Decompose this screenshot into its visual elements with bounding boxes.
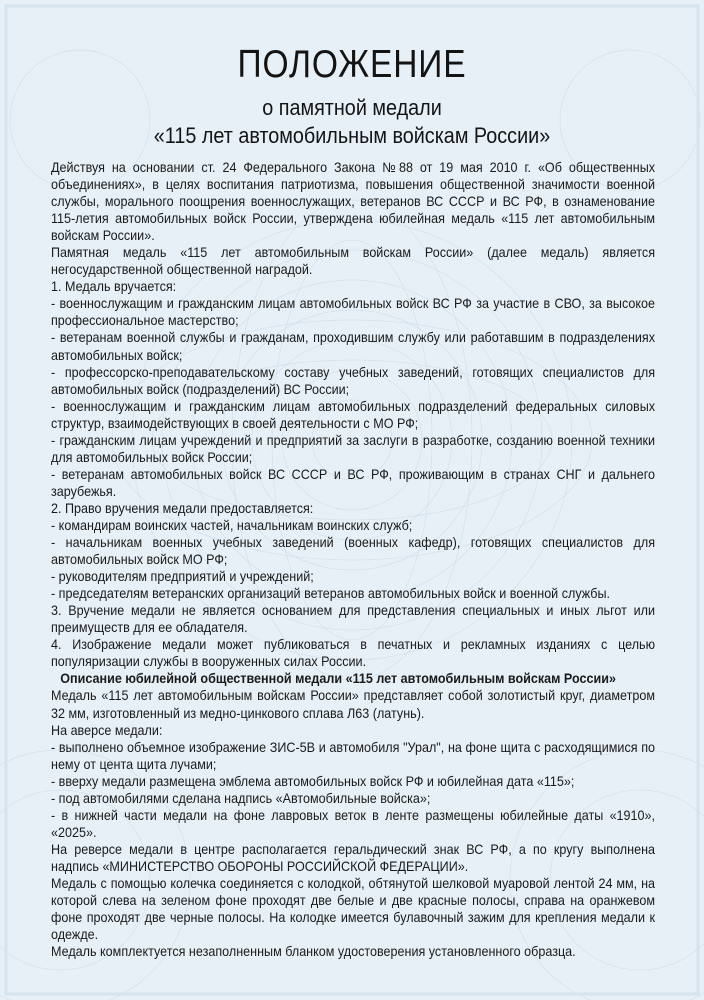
paragraph: - председателям ветеранских организаций ветеранов автомобильных войск и военной службы. — [51, 586, 611, 602]
page-title: ПОЛОЖЕНИЕ — [237, 43, 467, 86]
description-paragraph: На аверсе медали: — [51, 722, 163, 738]
paragraph: 1. Медаль вручается: — [51, 279, 177, 295]
paragraph: - ветеранам автомобильных войск ВС СССР и ВС РФ, проживающим в странах СНГ и дальнего зарубежья. — [51, 466, 656, 499]
paragraph: 3. Вручение медали не является основанием для представления специальных и иных льгот или преимуществ для ее обладателя. — [51, 603, 656, 636]
paragraph: Памятная медаль «115 лет автомобильным войскам России» (далее медаль) является негосударственной общественной наградой. — [51, 245, 656, 278]
paragraph: - руководителям предприятий и учреждений; — [51, 569, 314, 585]
paragraph: 2. Право вручения медали предоставляется: — [51, 500, 314, 516]
paragraph: - гражданским лицам учреждений и предприятий за заслуги в разработке, созданию военной техники для автомобильных войск России; — [51, 432, 656, 465]
paragraph: - ветеранам военной службы и гражданам, проходившим службу или работавшим в подразделениях автомобильных войск; — [51, 330, 656, 363]
description-paragraph: - в нижней части медали на фоне лавровых веток в ленте размещены юбилейные даты «1910», «2025». — [51, 807, 656, 840]
description-paragraph: Медаль комплектуется незаполненным бланком удостоверения установленного образца. — [51, 944, 576, 960]
paragraph: 4. Изображение медали может публиковаться в печатных и рекламных изданиях с целью популяризации службы в вооруженных силах России. — [51, 637, 656, 670]
description-paragraph: - выполнено объемное изображение ЗИС-5В и автомобиля "Урал", на фоне щита с расходящимися по нему от цента щита лучами; — [51, 739, 656, 772]
subtitle-line-2: «115 лет автомобильным войскам России» — [153, 123, 551, 148]
description-paragraph: - вверху медали размещена эмблема автомобильных войск РФ и юбилейная дата «115»; — [51, 773, 575, 789]
subtitle-line-1: о памятной медали — [262, 95, 442, 120]
paragraph: Действуя на основании ст. 24 Федерального Закона №88 от 19 мая 2010 г. «Об общественных объединениях», в целях воспитания патриотизма, повышения общественной значимости военной службы, морального поощрения военнослужащих, ветеранов ВС СССР и ВС РФ, в ознаменование 115-летия автомобильных войск России, утверждена юбилейная медаль «115 лет автомобильным войскам России». — [51, 160, 656, 244]
paragraph: - военнослужащим и гражданским лицам автомобильных подразделений федеральных силовых структур, взаимодействующих в своей деятельности с МО РФ; — [51, 398, 656, 431]
paragraph: - профессорско-преподавательскому составу учебных заведений, готовящих специалистов для автомобильных войск (подразделений) ВС России; — [51, 364, 656, 397]
paragraph: - командирам воинских частей, начальникам воинских служб; — [51, 517, 413, 533]
description-paragraph: Медаль «115 лет автомобильным войскам России» представляет собой золотистый круг, диаметром 32 мм, изготовленный из медно-цинкового сплава Л63 (латунь). — [51, 688, 656, 721]
paragraph: - военнослужащим и гражданским лицам автомобильных войск ВС РФ за участие в СВО, за высокое профессиональное мастерство; — [51, 296, 656, 329]
description-paragraph: Медаль с помощью колечка соединяется с колодкой, обтянутой шелковой муаровой лентой 24 мм, на которой слева на зеленом фоне проходят две белые и две красные полосы, справа на оранжевом фоне проходят две черные полосы. На колодке имеется булавочный зажим для крепления медали к одежде. — [51, 875, 656, 943]
description-paragraph: - под автомобилями сделана надпись «Автомобильные войска»; — [51, 790, 431, 806]
document-body — [51, 159, 655, 960]
description-heading: Описание юбилейной общественной медали «115 лет автомобильным войскам России» — [60, 671, 616, 687]
paragraph: - начальникам военных учебных заведений (военных кафедр), готовящих специалистов для автомобильных войск МО РФ; — [51, 535, 656, 568]
description-paragraph: На реверсе медали в центре располагается геральдический знак ВС РФ, а по кругу выполнена надпись «МИНИСТЕРСТВО ОБОРОНЫ РОССИЙСКОЙ ФЕДЕРАЦИИ». — [51, 841, 656, 874]
